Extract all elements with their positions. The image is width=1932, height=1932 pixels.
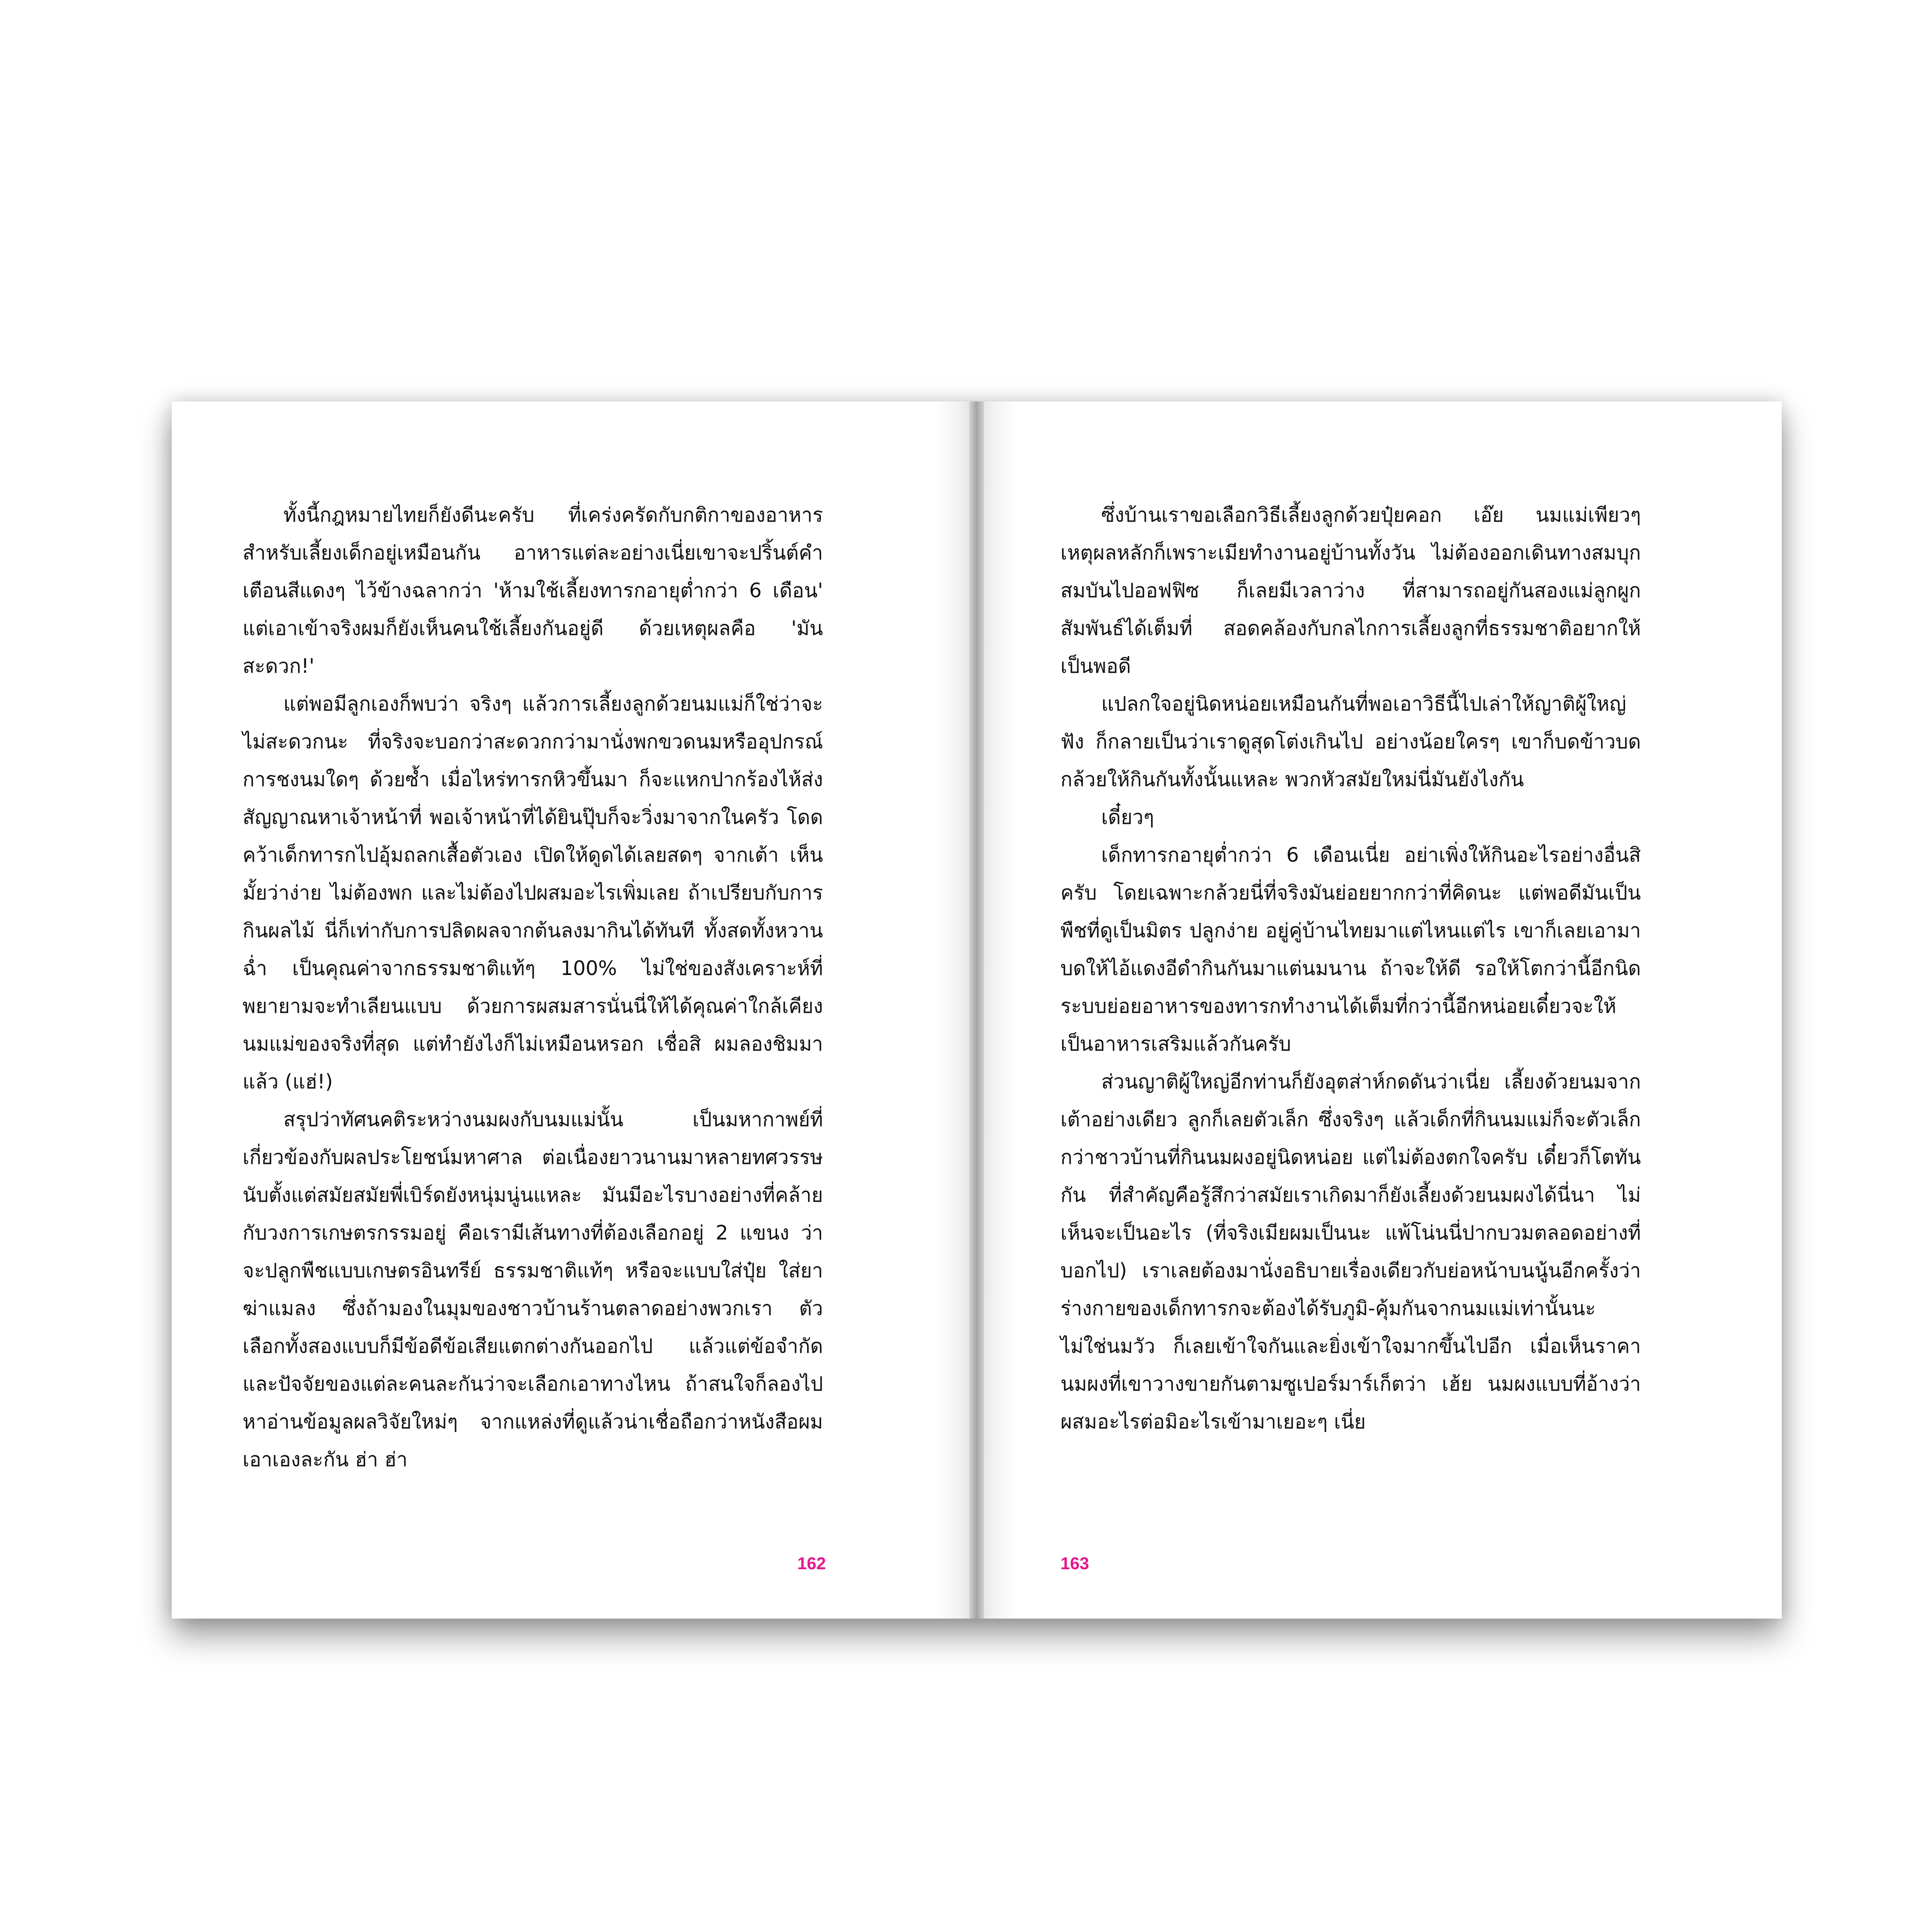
paragraph: ซึ่งบ้านเราขอเลือกวิธีเลี้ยงลูกด้วยปุ๋ยคอก เอ๊ย นมแม่เพียวๆ เหตุผลหลักก็เพราะเมียทำงานอยู่บ้านทั้งวัน ไม่ต้องออกเดินทางสมบุกสมบันไปออฟฟิซ ก็เลยมีเวลาว่าง ที่สามารถอยู่กันสองแม่ลูกผูกสัมพันธ์ได้เต็มที่ สอดคล้องกับกลไกการเลี้ยงลูกที่ธรรมชาติอยากให้เป็นพอดี bbox=[1060, 503, 1641, 677]
paragraph: สรุปว่าทัศนคติระหว่างนมผงกับนมแม่นั้น เป็นมหากาพย์ที่เกี่ยวข้องกับผลประโยชน์มหาศาล ต่อเนื่องยาวนานมาหลายทศวรรษนับตั้งแต่สมัยสมัยพี่เบิร์ดยังหนุ่มนู่นแหละ มันมีอะไรบางอย่างที่คล้ายกับวงการเกษตรกรรมอยู่ คือเรามีเส้นทางที่ต้องเลือกอยู่ 2 แขนง ว่าจะปลูกพืชแบบเกษตรอินทรีย์ ธรรมชาติแท้ๆ หรือจะแบบใส่ปุ๋ย ใส่ยาฆ่าแมลง ซึ่งถ้ามองในมุมของชาวบ้านร้านตลาดอย่างพวกเรา ตัวเลือกทั้งสองแบบก็มีข้อดีข้อเสียแตกต่างกันออกไป แล้วแต่ข้อจำกัดและปัจจัยของแต่ละคนละกันว่าจะเลือกเอาทางไหน ถ้าสนใจก็ลองไปหาอ่านข้อมูลผลวิจัยใหม่ๆ จากแหล่งที่ดูแล้วน่าเชื่อถือกว่าหนังสือผมเอาเองละกัน ฮ่า ฮ่า bbox=[243, 1108, 823, 1471]
page-number: 163 bbox=[1060, 1554, 1089, 1573]
page-number: 162 bbox=[797, 1554, 826, 1573]
right-page bbox=[977, 401, 1782, 1619]
paragraph: เดี๋ยวๆ bbox=[1101, 805, 1154, 829]
left-page-body bbox=[243, 496, 823, 1478]
paragraph: ทั้งนี้กฎหมายไทยก็ยังดีนะครับ ที่เคร่งครัดกับกติกาของอาหารสำหรับเลี้ยงเด็กอยู่เหมือนกัน อาหารแต่ละอย่างเนี่ยเขาจะปริ้นต์คำเตือนสีแดงๆ ไว้ข้างฉลากว่า 'ห้ามใช้เลี้ยงทารกอายุต่ำกว่า 6 เดือน' แต่เอาเข้าจริงผมก็ยังเห็นคนใช้เลี้ยงกันอยู่ดี ด้วยเหตุผลคือ 'มันสะดวก!' bbox=[243, 503, 823, 677]
paragraph: ส่วนญาติผู้ใหญ่อีกท่านก็ยังอุตส่าห์กดดันว่าเนี่ย เลี้ยงด้วยนมจากเต้าอย่างเดียว ลูกก็เลยตัวเล็ก ซึ่งจริงๆ แล้วเด็กที่กินนมแม่ก็จะตัวเล็กกว่าชาวบ้านที่กินนมผงอยู่นิดหน่อย แต่ไม่ต้องตกใจครับ เดี๋ยวก็โตทันกัน ที่สำคัญคือรู้สึกว่าสมัยเราเกิดมาก็ยังเลี้ยงด้วยนมผงได้นี่นา ไม่เห็นจะเป็นอะไร (ที่จริงเมียผมเป็นนะ แพ้โน่นนี่ปากบวมตลอดอย่างที่บอกไป) เราเลยต้องมานั่งอธิบายเรื่องเดียวกับย่อหน้าบนนู้นอีกครั้งว่าร่างกายของเด็กทารกจะต้องได้รับภูมิ-คุ้มกันจากนมแม่เท่านั้นนะ ไม่ใช่นมวัว ก็เลยเข้าใจกันและยิ่งเข้าใจมากขึ้นไปอีก เมื่อเห็นราคานมผงที่เขาวางขายกันตามซูเปอร์มาร์เก็ตว่า เฮ้ย นมผงแบบที่อ้างว่าผสมอะไรต่อมิอะไรเข้ามาเยอะๆ เนี่ย bbox=[1060, 1070, 1641, 1433]
paragraph: แปลกใจอยู่นิดหน่อยเหมือนกันที่พอเอาวิธีนี้ไปเล่าให้ญาติผู้ใหญ่ฟัง ก็กลายเป็นว่าเราดูสุดโต่งเกินไป อย่างน้อยใครๆ เขาก็บดข้าวบดกล้วยให้กินกันทั้งนั้นแหละ พวกหัวสมัยใหม่นี่มันยังไงกัน bbox=[1060, 692, 1641, 791]
left-page bbox=[172, 401, 977, 1619]
paragraph: เด็กทารกอายุต่ำกว่า 6 เดือนเนี่ย อย่าเพิ่งให้กินอะไรอย่างอื่นสิครับ โดยเฉพาะกล้วยนี่ที่จริงมันย่อยยากกว่าที่คิดนะ แต่พอดีมันเป็นพืชที่ดูเป็นมิตร ปลูกง่าย อยู่คู่บ้านไทยมาแต่ไหนแต่ไร เขาก็เลยเอามาบดให้ไอ้แดงอีดำกินกันมาแต่นมนาน ถ้าจะให้ดี รอให้โตกว่านี้อีกนิด ระบบย่อยอาหารของทารกทำงานได้เต็มที่กว่านี้อีกหน่อยเดี๋ยวจะให้เป็นอาหารเสริมแล้วกันครับ bbox=[1060, 843, 1641, 1055]
paragraph: แต่พอมีลูกเองก็พบว่า จริงๆ แล้วการเลี้ยงลูกด้วยนมแม่ก็ใช่ว่าจะไม่สะดวกนะ ที่จริงจะบอกว่าสะดวกกว่ามานั่งพกขวดนมหรืออุปกรณ์การชงนมใดๆ ด้วยซ้ำ เมื่อไหร่ทารกหิวขึ้นมา ก็จะแหกปากร้องไห้ส่งสัญญาณหาเจ้าหน้าที่ พอเจ้าหน้าที่ได้ยินปุ๊บก็จะวิ่งมาจากในครัว โดดคว้าเด็กทารกไปอุ้มถลกเสื้อตัวเอง เปิดให้ดูดได้เลยสดๆ จากเต้า เห็นมั้ยว่าง่าย ไม่ต้องพก และไม่ต้องไปผสมอะไรเพิ่มเลย ถ้าเปรียบกับการกินผลไม้ นี่ก็เท่ากับการปลิดผลจากต้นลงมากินได้ทันที ทั้งสดทั้งหวานฉ่ำ เป็นคุณค่าจากธรรมชาติแท้ๆ 100% ไม่ใช่ของสังเคราะห์ที่พยายามจะทำเลียนแบบ ด้วยการผสมสารนั่นนี่ให้ได้คุณค่าใกล้เคียงนมแม่ของจริงที่สุด แต่ทำยังไงก็ไม่เหมือนหรอก เชื่อสิ ผมลองชิมมาแล้ว (แฮ่!) bbox=[243, 692, 823, 1093]
book-gutter bbox=[969, 401, 984, 1619]
book-spread bbox=[172, 401, 1782, 1619]
right-page-body bbox=[1060, 496, 1641, 1440]
